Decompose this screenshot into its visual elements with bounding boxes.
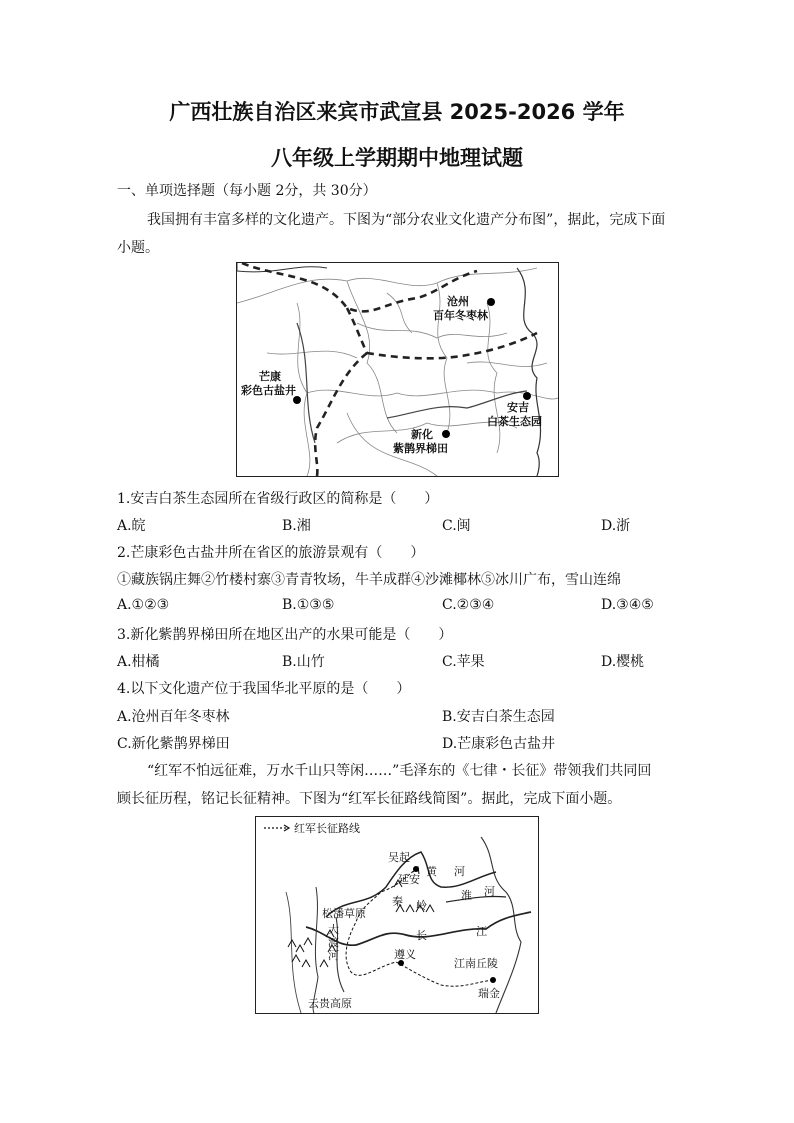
question-1: 1.安吉白茶生态园所在省级行政区的简称是（ ） (117, 491, 439, 507)
q1-option-a[interactable]: A.皖 (117, 518, 146, 534)
label-songpan: 松潘草原 (322, 907, 366, 920)
heritage-map (236, 262, 559, 477)
legend-label: 红军长征路线 (294, 822, 360, 835)
q2-items: ①藏族锅庄舞②竹楼村寨③青青牧场，牛羊成群④沙滩椰林⑤冰川广布，雪山连绵 (117, 572, 621, 588)
page-title-line1: 广西壮族自治区来宾市武宣县 2025-2026 学年 (169, 100, 625, 124)
question-3: 3.新化紫鹊界梯田所在地区出产的水果可能是（ ） (117, 627, 453, 643)
label-mangkang: 芒康 (259, 370, 281, 383)
label-changjiang-1: 长 (416, 929, 427, 942)
intro-paragraph-1-cont: 小题。 (117, 240, 159, 256)
label-xinhua: 新化 (411, 428, 433, 441)
anji-point (523, 392, 531, 400)
intro-paragraph-2: “红军不怕远征难，万水千山只等闲……”毛泽东的《七律・长征》带领我们共同回 (147, 763, 652, 779)
page-title-line2: 八年级上学期期中地理试题 (271, 146, 523, 170)
label-cangzhou: 沧州 (447, 295, 469, 308)
question-2: 2.芒康彩色古盐井所在省区的旅游景观有（ ） (117, 545, 425, 561)
q2-option-a[interactable]: A.①②③ (117, 597, 170, 613)
label-dadu-2: 渡 (328, 936, 339, 949)
q3-option-d[interactable]: D.樱桃 (601, 654, 645, 670)
q1-option-d[interactable]: D.浙 (601, 518, 631, 534)
label-changjiang-2: 江 (476, 925, 487, 938)
q3-option-a[interactable]: A.柑橘 (117, 654, 160, 670)
ruijin-point (490, 977, 496, 983)
label-anji: 安吉 (507, 401, 529, 414)
xinhua-point (442, 430, 450, 438)
label-xinhua-terraces: 紫鹊界梯田 (393, 442, 448, 455)
q4-option-d[interactable]: D.芒康彩色古盐井 (442, 736, 556, 752)
label-mangkang-well: 彩色古盐井 (241, 384, 296, 397)
q1-option-c[interactable]: C.闽 (442, 518, 471, 534)
label-cangzhou-forest: 百年冬枣林 (433, 309, 488, 322)
label-ruijin: 瑞金 (478, 987, 500, 1000)
label-anji-garden: 白茶生态园 (487, 415, 542, 428)
q2-option-d[interactable]: D.③④⑤ (601, 597, 654, 613)
label-huaihe-2: 河 (484, 885, 495, 898)
cangzhou-point (487, 298, 495, 306)
label-yungui: 云贵高原 (308, 997, 352, 1010)
section-heading: 一、单项选择题（每小题 2分，共 30分） (117, 183, 377, 199)
q4-option-b[interactable]: B.安吉白茶生态园 (442, 709, 555, 725)
long-march-map (255, 816, 539, 1014)
label-zunyi: 遵义 (394, 948, 416, 961)
q3-option-c[interactable]: C.苹果 (442, 654, 485, 670)
label-huaihe-1: 淮 (461, 889, 472, 902)
q4-option-c[interactable]: C.新化紫鹊界梯田 (117, 736, 230, 752)
label-huanghe-1: 黄 (426, 865, 437, 878)
q2-option-b[interactable]: B.①③⑤ (282, 597, 335, 613)
intro-paragraph-1: 我国拥有丰富多样的文化遗产。下图为“部分农业文化遗产分布图”，据此，完成下面 (147, 212, 666, 228)
label-qinling-1: 秦 (392, 895, 403, 908)
q4-option-a[interactable]: A.沧州百年冬枣林 (117, 709, 230, 725)
question-4: 4.以下文化遗产位于我国华北平原的是（ ） (117, 681, 411, 697)
intro-paragraph-2-cont: 顾长征历程，铭记长征精神。下图为“红军长征路线简图”。据此，完成下面小题。 (117, 791, 622, 807)
label-wuqi: 吴起 (388, 851, 410, 864)
label-qinling-2: 岭 (416, 899, 427, 912)
q3-option-b[interactable]: B.山竹 (282, 654, 325, 670)
yanan-point (413, 866, 419, 872)
label-yanan: 延安 (398, 873, 420, 886)
label-huanghe-2: 河 (454, 865, 465, 878)
q1-option-b[interactable]: B.湘 (282, 518, 311, 534)
q2-option-c[interactable]: C.②③④ (442, 597, 495, 613)
label-jiangnan: 江南丘陵 (454, 957, 498, 970)
label-dadu-3: 河 (328, 949, 339, 962)
mangkang-point (293, 396, 301, 404)
label-dadu-1: 大 (328, 923, 339, 936)
